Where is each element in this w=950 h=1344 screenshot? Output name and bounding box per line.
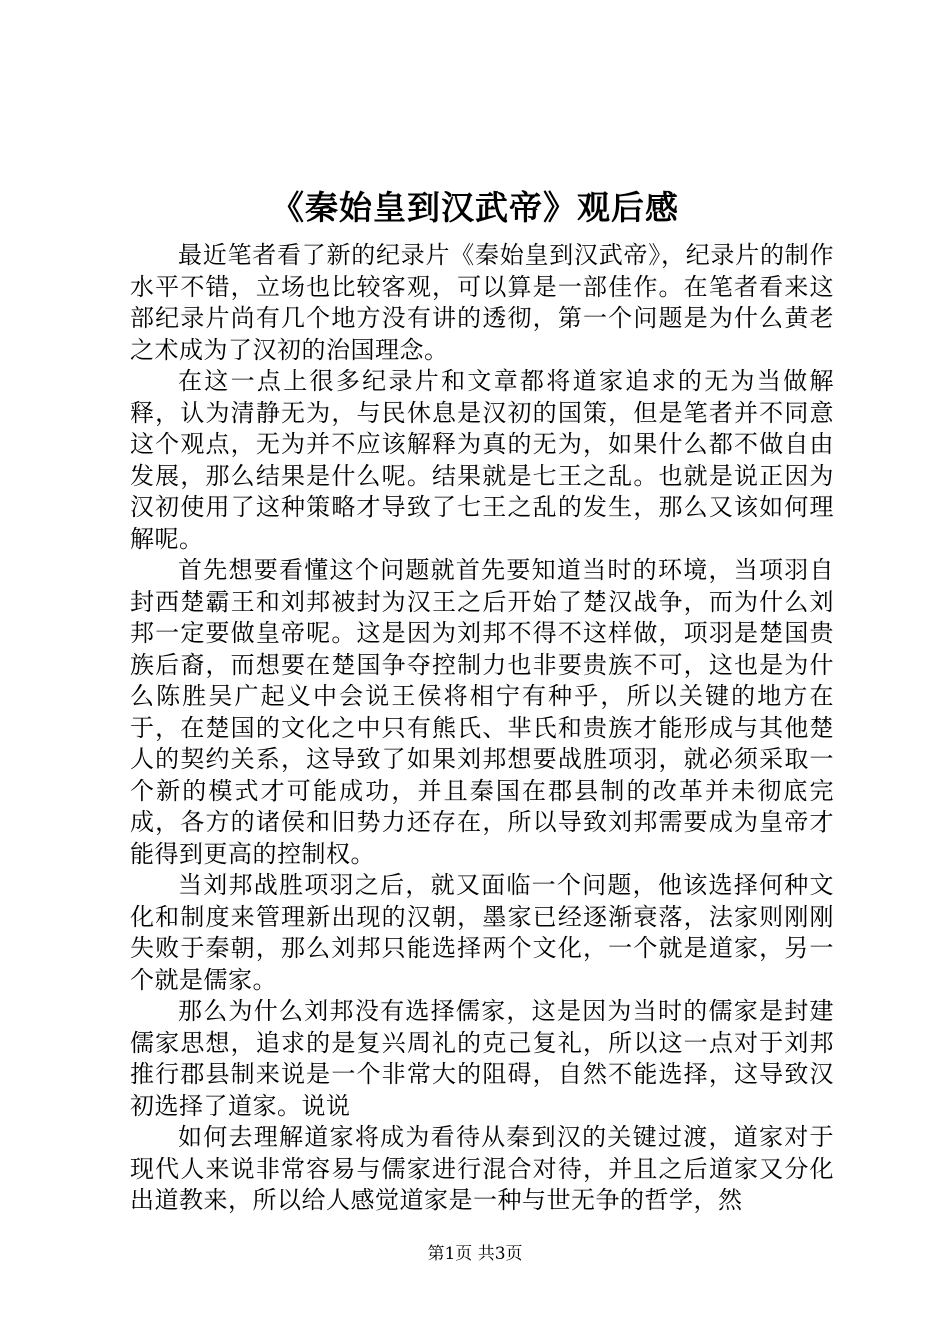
paragraph-3: 首先想要看懂这个问题就首先要知道当时的环境，当项羽自封西楚霸王和刘邦被封为汉王之后开始了楚汉战争，而为什么刘邦一定要做皇帝呢。这是因为刘邦不得不这样做，项羽是楚国贵族后裔，而想要在楚国争夺控制力也非要贵族不可，这也是为什么陈胜吴广起义中会说王侯将相宁有种乎，所以关键的地方在于，在楚国的文化之中只有熊氏、芈氏和贵族才能形成与其他楚人的契约关系，这导致了如果刘邦想要战胜项羽，就必须采取一个新的模式才可能成功，并且秦国在郡县制的改革并未彻底完成，各方的诸侯和旧势力还存在，所以导致刘邦需要成为皇帝才能得到更高的控制权。 <box>130 556 834 868</box>
paragraph-6: 如何去理解道家将成为看待从秦到汉的关键过渡，道家对于现代人来说非常容易与儒家进行混合对待，并且之后道家又分化出道教来，所以给人感觉道家是一种与世无争的哲学，然 <box>130 1123 834 1214</box>
paragraph-4: 当刘邦战胜项羽之后，就又面临一个问题，他该选择何种文化和制度来管理新出现的汉朝，墨家已经逐渐衰落，法家则刚刚失败于秦朝，那么刘邦只能选择两个文化，一个就是道家，另一个就是儒家。 <box>130 871 834 994</box>
document-body <box>130 240 834 1217</box>
page-number-footer: 第1页 共3页 <box>427 1244 523 1264</box>
document-title: 《秦始皇到汉武帝》观后感 <box>271 188 679 227</box>
paragraph-2: 在这一点上很多纪录片和文章都将道家追求的无为当做解释，认为清静无为，与民休息是汉初的国策，但是笔者并不同意这个观点，无为并不应该解释为真的无为，如果什么都不做自由发展，那么结果是什么呢。结果就是七王之乱。也就是说正因为汉初使用了这种策略才导致了七王之乱的发生，那么又该如何理解呢。 <box>130 367 834 553</box>
paragraph-1: 最近笔者看了新的纪录片《秦始皇到汉武帝》，纪录片的制作水平不错，立场也比较客观，可以算是一部佳作。在笔者看来这部纪录片尚有几个地方没有讲的透彻，第一个问题是为什么黄老之术成为了汉初的治国理念。 <box>130 241 834 364</box>
paragraph-5: 那么为什么刘邦没有选择儒家，这是因为当时的儒家是封建儒家思想，追求的是复兴周礼的克己复礼，所以这一点对于刘邦推行郡县制来说是一个非常大的阻碍，自然不能选择，这导致汉初选择了道家。说说 <box>130 997 834 1120</box>
